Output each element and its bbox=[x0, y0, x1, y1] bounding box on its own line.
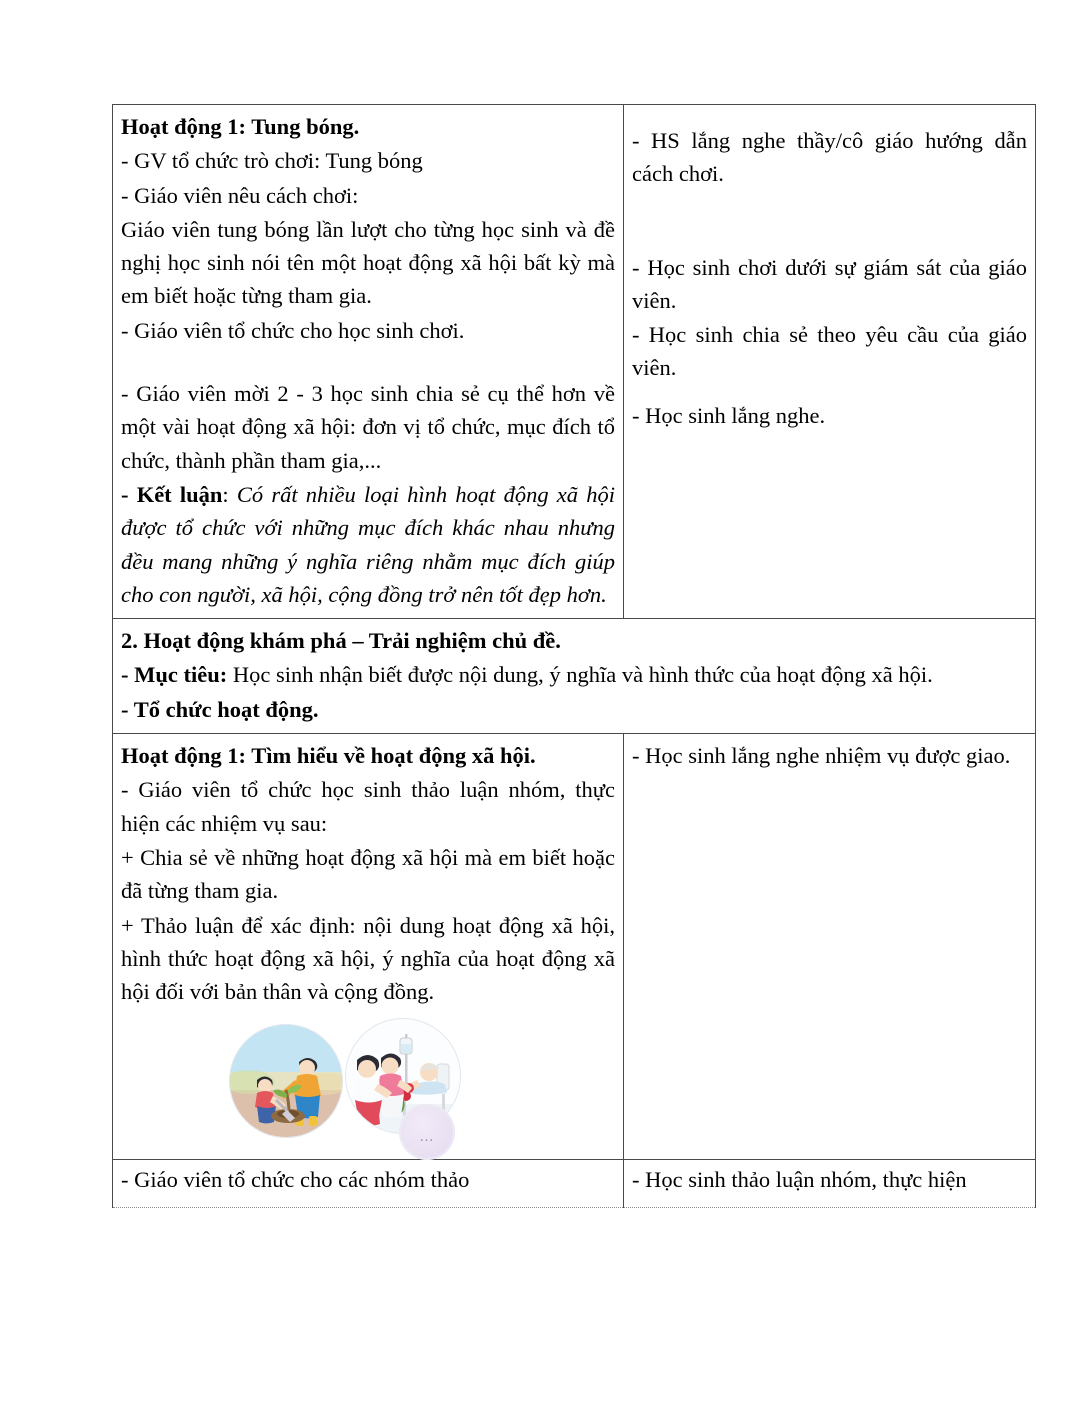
table-row-fullwidth bbox=[113, 619, 1036, 734]
activity-paragraph: + Chia sẻ về những hoạt động xã hội mà em biết hoặc đã từng tham gia. bbox=[121, 844, 615, 904]
objective-label: - Mục tiêu: bbox=[121, 662, 228, 688]
table-row bbox=[113, 105, 1036, 619]
activity-line: - Giáo viên nêu cách chơi: bbox=[121, 182, 359, 208]
activity-paragraph-clipped: - Giáo viên tổ chức cho các nhóm thảo bbox=[121, 1167, 470, 1193]
tree-planting-icon bbox=[229, 1024, 343, 1138]
paragraph-spacer bbox=[632, 385, 1027, 399]
activity-paragraph: - Giáo viên mời 2 - 3 học sinh chia sẻ cụ thể hơn về một vài hoạt động xã hội: đơn vị tổ chức, mục đích tổ chức, thành phần tham gia,... bbox=[121, 381, 615, 473]
student-activity-cell bbox=[624, 105, 1036, 619]
teacher-activity-cell bbox=[113, 105, 624, 619]
paragraph-spacer bbox=[632, 110, 1027, 124]
paragraph-spacer bbox=[632, 221, 1027, 251]
paragraph-spacer bbox=[632, 191, 1027, 221]
conclusion-text: Có rất nhiều loại hình hoạt động xã hội được tổ chức với những mục đích khác nhau nhưng đều mang những ý nghĩa riêng nhằm mục đích giúp cho con người, xã hội, cộng đồng trở nên tốt đẹp hơn. bbox=[121, 481, 615, 607]
student-line: - Học sinh chia sẻ theo yêu cầu của giáo viên. bbox=[632, 322, 1027, 381]
student-line-clipped: - Học sinh thảo luận nhóm, thực hiện bbox=[632, 1167, 967, 1193]
activity-heading-2: Hoạt động 1: Tìm hiểu về hoạt động xã hội. bbox=[121, 743, 536, 769]
illustration-block bbox=[121, 1018, 615, 1148]
objective-text: Học sinh nhận biết được nội dung, ý nghĩa và hình thức của hoạt động xã hội. bbox=[227, 662, 933, 688]
section-objective bbox=[121, 658, 1027, 691]
table-row-clipped bbox=[113, 1160, 1036, 1208]
activity-line: - GV tổ chức trò chơi: Tung bóng bbox=[121, 148, 423, 174]
student-activity-cell-2 bbox=[624, 734, 1036, 1160]
activity-line: - Giáo viên tổ chức cho học sinh chơi. bbox=[121, 317, 465, 343]
activity-paragraph: - Giáo viên tổ chức học sinh thảo luận nhóm, thực hiện các nhiệm vụ sau: bbox=[121, 777, 615, 836]
table-row bbox=[113, 734, 1036, 1160]
student-line: - HS lắng nghe thầy/cô giáo hướng dẫn cách chơi. bbox=[632, 128, 1027, 187]
student-line: - Học sinh lắng nghe. bbox=[632, 402, 826, 428]
section-organization: - Tổ chức hoạt động. bbox=[121, 696, 319, 722]
conclusion-label: - Kết luận bbox=[121, 481, 223, 507]
teacher-activity-cell-2 bbox=[113, 734, 624, 1160]
activity-paragraph: + Thảo luận để xác định: nội dung hoạt động xã hội, hình thức hoạt động xã hội, ý nghĩa của hoạt động xã hội đối với bản thân và cộng đồng. bbox=[121, 912, 615, 1005]
ellipsis-label: ... bbox=[419, 1129, 435, 1146]
more-activities-icon bbox=[399, 1104, 455, 1160]
illustration-group bbox=[229, 1018, 461, 1144]
paragraph-spacer bbox=[121, 347, 615, 377]
section-cell bbox=[113, 619, 1036, 734]
activity-heading: Hoạt động 1: Tung bóng. bbox=[121, 114, 360, 139]
conclusion-paragraph bbox=[121, 478, 615, 611]
lesson-plan-table bbox=[112, 104, 1036, 1208]
section-heading: 2. Hoạt động khám phá – Trải nghiệm chủ đề. bbox=[121, 628, 561, 654]
student-line: - Học sinh chơi dưới sự giám sát của giáo viên. bbox=[632, 254, 1027, 313]
activity-paragraph: Giáo viên tung bóng lần lượt cho từng học sinh và đề nghị học sinh nói tên một hoạt động xã hội bất kỳ mà em biết hoặc từng tham gia. bbox=[121, 216, 615, 309]
student-activity-cell-clipped bbox=[624, 1160, 1036, 1208]
student-line: - Học sinh lắng nghe nhiệm vụ được giao. bbox=[632, 743, 1011, 769]
conclusion-separator: : bbox=[222, 481, 237, 507]
teacher-activity-cell-clipped bbox=[113, 1160, 624, 1208]
